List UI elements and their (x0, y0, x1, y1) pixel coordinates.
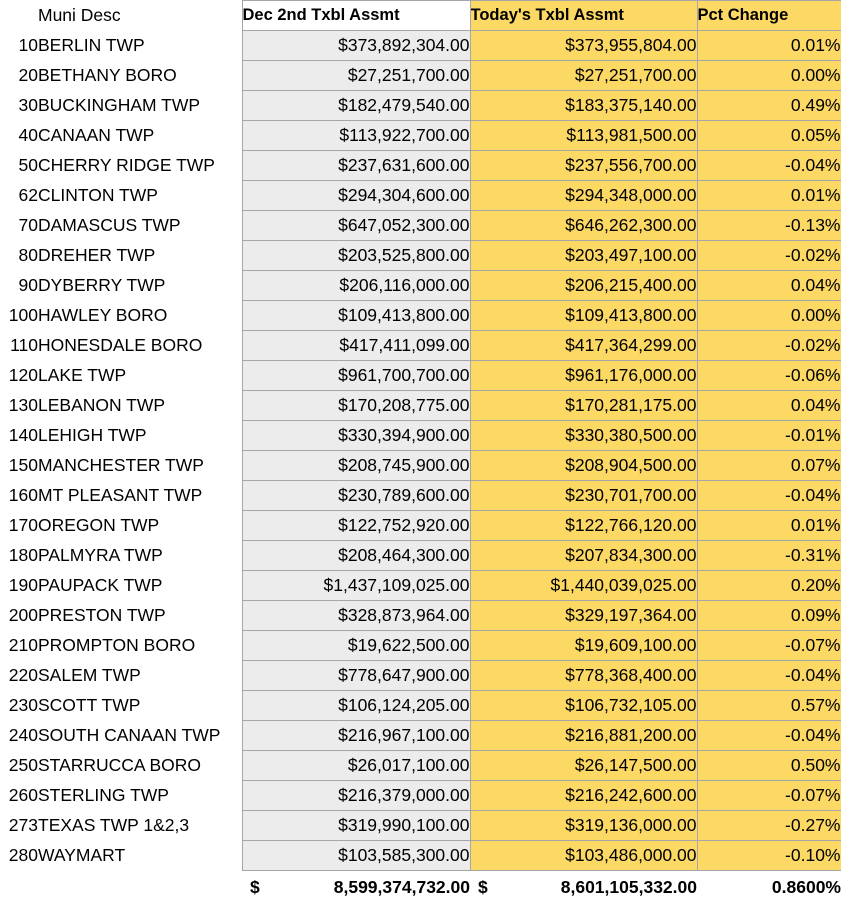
table-row (0, 61, 841, 91)
row-muni-desc: HONESDALE BORO (38, 331, 242, 361)
row-muni-code: 110 (0, 331, 38, 361)
row-muni-code: 230 (0, 691, 38, 721)
row-pct-change[interactable]: 0.04% (697, 391, 841, 421)
table-row (0, 271, 841, 301)
row-today-assmt[interactable]: $646,262,300.00 (470, 211, 697, 241)
row-muni-desc: PROMPTON BORO (38, 631, 242, 661)
row-pct-change[interactable]: 0.49% (697, 91, 841, 121)
row-dec-assmt[interactable]: $373,892,304.00 (242, 31, 470, 61)
row-muni-desc: BUCKINGHAM TWP (38, 91, 242, 121)
row-dec-assmt[interactable]: $417,411,099.00 (242, 331, 470, 361)
row-dec-assmt[interactable]: $778,647,900.00 (242, 661, 470, 691)
row-today-assmt[interactable]: $183,375,140.00 (470, 91, 697, 121)
row-muni-desc: PALMYRA TWP (38, 541, 242, 571)
row-dec-assmt[interactable]: $103,585,300.00 (242, 841, 470, 871)
row-today-assmt[interactable]: $122,766,120.00 (470, 511, 697, 541)
row-muni-code: 90 (0, 271, 38, 301)
row-muni-desc: MANCHESTER TWP (38, 451, 242, 481)
row-dec-assmt[interactable]: $330,394,900.00 (242, 421, 470, 451)
row-muni-desc: WAYMART (38, 841, 242, 871)
row-today-assmt[interactable]: $216,881,200.00 (470, 721, 697, 751)
total-pct-change-value[interactable]: 0.8600% (697, 871, 841, 905)
row-dec-assmt[interactable]: $203,525,800.00 (242, 241, 470, 271)
row-muni-code: 80 (0, 241, 38, 271)
table-row (0, 301, 841, 331)
header-pct-change[interactable]: Pct Change (697, 1, 841, 31)
row-dec-assmt[interactable]: $294,304,600.00 (242, 181, 470, 211)
row-pct-change[interactable]: -0.27% (697, 811, 841, 841)
table-body (0, 31, 841, 871)
row-pct-change[interactable]: -0.07% (697, 781, 841, 811)
row-muni-code: 130 (0, 391, 38, 421)
header-dec-2nd-txbl-assmt[interactable]: Dec 2nd Txbl Assmt (242, 1, 470, 31)
total-label-spacer (38, 871, 242, 905)
row-pct-change[interactable]: 0.04% (697, 271, 841, 301)
row-muni-desc: BETHANY BORO (38, 61, 242, 91)
row-muni-desc: CLINTON TWP (38, 181, 242, 211)
row-dec-assmt[interactable]: $208,745,900.00 (242, 451, 470, 481)
row-dec-assmt[interactable]: $230,789,600.00 (242, 481, 470, 511)
row-today-assmt[interactable]: $216,242,600.00 (470, 781, 697, 811)
table-row (0, 181, 841, 211)
row-muni-code: 240 (0, 721, 38, 751)
table-row (0, 91, 841, 121)
header-row (0, 1, 841, 31)
row-pct-change[interactable]: 0.00% (697, 61, 841, 91)
row-dec-assmt[interactable]: $237,631,600.00 (242, 151, 470, 181)
row-pct-change[interactable]: 0.01% (697, 31, 841, 61)
row-dec-assmt[interactable]: $113,922,700.00 (242, 121, 470, 151)
row-muni-code: 100 (0, 301, 38, 331)
row-muni-desc: TEXAS TWP 1&2,3 (38, 811, 242, 841)
row-muni-desc: LAKE TWP (38, 361, 242, 391)
row-dec-assmt[interactable]: $328,873,964.00 (242, 601, 470, 631)
row-pct-change[interactable]: -0.13% (697, 211, 841, 241)
row-muni-code: 250 (0, 751, 38, 781)
row-pct-change[interactable]: 0.20% (697, 571, 841, 601)
row-muni-desc: OREGON TWP (38, 511, 242, 541)
row-muni-code: 70 (0, 211, 38, 241)
row-muni-desc: CANAAN TWP (38, 121, 242, 151)
row-muni-desc: HAWLEY BORO (38, 301, 242, 331)
row-muni-desc: SALEM TWP (38, 661, 242, 691)
table-row (0, 151, 841, 181)
row-muni-code: 200 (0, 601, 38, 631)
total-dec-2nd-cell[interactable] (242, 871, 470, 905)
table-row (0, 211, 841, 241)
table-row (0, 721, 841, 751)
row-muni-code: 280 (0, 841, 38, 871)
row-muni-desc: BERLIN TWP (38, 31, 242, 61)
row-pct-change[interactable]: 0.01% (697, 511, 841, 541)
row-muni-desc: STERLING TWP (38, 781, 242, 811)
row-dec-assmt[interactable]: $1,437,109,025.00 (242, 571, 470, 601)
row-today-assmt[interactable]: $208,904,500.00 (470, 451, 697, 481)
row-today-assmt[interactable]: $19,609,100.00 (470, 631, 697, 661)
table-row (0, 541, 841, 571)
table-row (0, 121, 841, 151)
row-pct-change[interactable]: -0.04% (697, 661, 841, 691)
row-today-assmt[interactable]: $294,348,000.00 (470, 181, 697, 211)
row-pct-change[interactable]: -0.06% (697, 361, 841, 391)
row-pct-change[interactable]: -0.10% (697, 841, 841, 871)
row-today-assmt[interactable]: $1,440,039,025.00 (470, 571, 697, 601)
row-dec-assmt[interactable]: $208,464,300.00 (242, 541, 470, 571)
table-row (0, 421, 841, 451)
row-muni-desc: DREHER TWP (38, 241, 242, 271)
table-row (0, 631, 841, 661)
row-muni-code: 50 (0, 151, 38, 181)
row-muni-code: 62 (0, 181, 38, 211)
row-today-assmt[interactable]: $417,364,299.00 (470, 331, 697, 361)
total-row (0, 871, 841, 905)
total-today-currency-symbol: $ (478, 871, 488, 905)
row-today-assmt[interactable]: $778,368,400.00 (470, 661, 697, 691)
row-pct-change[interactable]: 0.00% (697, 301, 841, 331)
table-row (0, 331, 841, 361)
row-pct-change[interactable]: -0.31% (697, 541, 841, 571)
row-muni-desc: SCOTT TWP (38, 691, 242, 721)
table-row (0, 451, 841, 481)
total-today-value: 8,601,105,332.00 (561, 877, 697, 897)
row-muni-code: 120 (0, 361, 38, 391)
row-pct-change[interactable]: -0.04% (697, 721, 841, 751)
header-code-spacer (0, 1, 38, 31)
table-row (0, 391, 841, 421)
table-header (0, 1, 841, 31)
row-today-assmt[interactable]: $237,556,700.00 (470, 151, 697, 181)
row-today-assmt[interactable]: $230,701,700.00 (470, 481, 697, 511)
row-muni-desc: STARRUCCA BORO (38, 751, 242, 781)
table-row (0, 781, 841, 811)
row-dec-assmt[interactable]: $182,479,540.00 (242, 91, 470, 121)
row-today-assmt[interactable]: $206,215,400.00 (470, 271, 697, 301)
header-todays-txbl-assmt[interactable]: Today's Txbl Assmt (470, 1, 697, 31)
row-dec-assmt[interactable]: $122,752,920.00 (242, 511, 470, 541)
row-dec-assmt[interactable]: $206,116,000.00 (242, 271, 470, 301)
table-row (0, 481, 841, 511)
row-today-assmt[interactable]: $373,955,804.00 (470, 31, 697, 61)
row-dec-assmt[interactable]: $106,124,205.00 (242, 691, 470, 721)
table-row (0, 661, 841, 691)
row-dec-assmt[interactable]: $109,413,800.00 (242, 301, 470, 331)
row-muni-code: 30 (0, 91, 38, 121)
row-dec-assmt[interactable]: $27,251,700.00 (242, 61, 470, 91)
table-row (0, 841, 841, 871)
row-dec-assmt[interactable]: $961,700,700.00 (242, 361, 470, 391)
row-dec-assmt[interactable]: $216,967,100.00 (242, 721, 470, 751)
row-dec-assmt[interactable]: $26,017,100.00 (242, 751, 470, 781)
row-today-assmt[interactable]: $330,380,500.00 (470, 421, 697, 451)
row-muni-code: 150 (0, 451, 38, 481)
row-muni-code: 10 (0, 31, 38, 61)
row-dec-assmt[interactable]: $319,990,100.00 (242, 811, 470, 841)
row-muni-desc: LEHIGH TWP (38, 421, 242, 451)
row-pct-change[interactable]: -0.07% (697, 631, 841, 661)
row-today-assmt[interactable]: $170,281,175.00 (470, 391, 697, 421)
row-muni-desc: PRESTON TWP (38, 601, 242, 631)
row-muni-code: 260 (0, 781, 38, 811)
row-muni-code: 210 (0, 631, 38, 661)
row-today-assmt[interactable]: $106,732,105.00 (470, 691, 697, 721)
row-today-assmt[interactable]: $109,413,800.00 (470, 301, 697, 331)
row-today-assmt[interactable]: $329,197,364.00 (470, 601, 697, 631)
row-today-assmt[interactable]: $113,981,500.00 (470, 121, 697, 151)
row-dec-assmt[interactable]: $19,622,500.00 (242, 631, 470, 661)
row-muni-code: 160 (0, 481, 38, 511)
row-dec-assmt[interactable]: $216,379,000.00 (242, 781, 470, 811)
row-pct-change[interactable]: 0.57% (697, 691, 841, 721)
table-row (0, 511, 841, 541)
row-muni-code: 40 (0, 121, 38, 151)
row-pct-change[interactable]: 0.50% (697, 751, 841, 781)
total-dec-currency-symbol: $ (250, 871, 260, 905)
total-code-spacer (0, 871, 38, 905)
row-pct-change[interactable]: 0.05% (697, 121, 841, 151)
row-muni-code: 273 (0, 811, 38, 841)
table-row (0, 811, 841, 841)
table-row (0, 241, 841, 271)
row-pct-change[interactable]: -0.02% (697, 241, 841, 271)
total-today-cell[interactable] (470, 871, 697, 905)
table-row (0, 691, 841, 721)
row-muni-desc: LEBANON TWP (38, 391, 242, 421)
row-pct-change[interactable]: -0.04% (697, 151, 841, 181)
row-today-assmt[interactable]: $207,834,300.00 (470, 541, 697, 571)
row-today-assmt[interactable]: $103,486,000.00 (470, 841, 697, 871)
row-muni-code: 180 (0, 541, 38, 571)
row-pct-change[interactable]: -0.01% (697, 421, 841, 451)
row-pct-change[interactable]: -0.02% (697, 331, 841, 361)
row-pct-change[interactable]: 0.01% (697, 181, 841, 211)
header-muni-desc: Muni Desc (38, 1, 242, 31)
row-today-assmt[interactable]: $961,176,000.00 (470, 361, 697, 391)
row-muni-code: 20 (0, 61, 38, 91)
row-muni-desc: DAMASCUS TWP (38, 211, 242, 241)
row-muni-code: 170 (0, 511, 38, 541)
row-today-assmt[interactable]: $319,136,000.00 (470, 811, 697, 841)
table-row (0, 601, 841, 631)
row-muni-desc: PAUPACK TWP (38, 571, 242, 601)
row-muni-desc: MT PLEASANT TWP (38, 481, 242, 511)
table-footer (0, 871, 841, 905)
row-pct-change[interactable]: -0.04% (697, 481, 841, 511)
table-row (0, 751, 841, 781)
row-pct-change[interactable]: 0.07% (697, 451, 841, 481)
table-row (0, 571, 841, 601)
table-row (0, 361, 841, 391)
row-muni-code: 140 (0, 421, 38, 451)
total-dec-value: 8,599,374,732.00 (334, 877, 470, 897)
row-muni-code: 220 (0, 661, 38, 691)
row-dec-assmt[interactable]: $647,052,300.00 (242, 211, 470, 241)
row-muni-code: 190 (0, 571, 38, 601)
table-row (0, 31, 841, 61)
row-today-assmt[interactable]: $203,497,100.00 (470, 241, 697, 271)
row-muni-desc: CHERRY RIDGE TWP (38, 151, 242, 181)
row-today-assmt[interactable]: $26,147,500.00 (470, 751, 697, 781)
row-pct-change[interactable]: 0.09% (697, 601, 841, 631)
row-dec-assmt[interactable]: $170,208,775.00 (242, 391, 470, 421)
row-muni-desc: SOUTH CANAAN TWP (38, 721, 242, 751)
row-muni-desc: DYBERRY TWP (38, 271, 242, 301)
row-today-assmt[interactable]: $27,251,700.00 (470, 61, 697, 91)
